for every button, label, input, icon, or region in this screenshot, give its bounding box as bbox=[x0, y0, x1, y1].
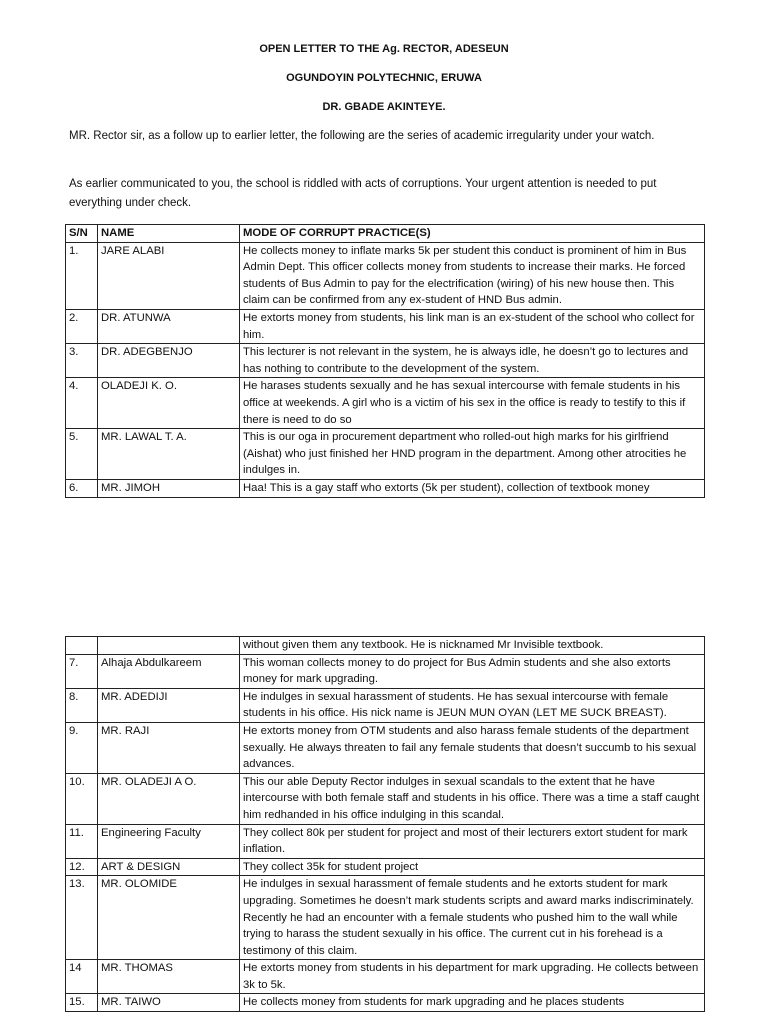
row-sn: 4. bbox=[66, 378, 98, 429]
table-row bbox=[66, 344, 705, 378]
row-sn: 2. bbox=[66, 309, 98, 343]
row-name: MR. JIMOH bbox=[98, 479, 240, 497]
row-name: MR. RAJI bbox=[98, 722, 240, 773]
row-practice: He indulges in sexual harassment of female students and he extorts student for mark upgrading. Sometimes he doesn’t mark students scripts and award marks indiscriminately. Recently he had an encounter with a female students who pushed him to the wall while trying to harass the student sexually in his office. The current cut in his forehead is a testimony of this claim. bbox=[240, 876, 705, 960]
table-row bbox=[66, 309, 705, 343]
row-sn: 5. bbox=[66, 429, 98, 480]
row-practice: This is our oga in procurement department who rolled-out high marks for his girlfriend (Aishat) who just finished her HND program in the department. Among other atrocities he indulges in. bbox=[240, 429, 705, 480]
table-row bbox=[66, 378, 705, 429]
row-practice: They collect 80k per student for project and most of their lecturers extort student for mark inflation. bbox=[240, 824, 705, 858]
table-row bbox=[66, 773, 705, 824]
row-sn: 11. bbox=[66, 824, 98, 858]
row-practice: This lecturer is not relevant in the system, he is always idle, he doesn’t go to lectures and has nothing to contribute to the development of the system. bbox=[240, 344, 705, 378]
table-row bbox=[66, 994, 705, 1012]
row-practice: He indulges in sexual harassment of students. He has sexual intercourse with female students in his office. His nick name is JEUN MUN OYAN (LET ME SUCK BREAST). bbox=[240, 688, 705, 722]
intro-paragraph-2: As earlier communicated to you, the school is riddled with acts of corruptions. Your urgent attention is needed to put everything under check. bbox=[69, 178, 657, 209]
row-name: MR. ADEDIJI bbox=[98, 688, 240, 722]
corruption-table-page-1 bbox=[65, 224, 705, 498]
row-sn: 6. bbox=[66, 479, 98, 497]
row-sn: 8. bbox=[66, 688, 98, 722]
letter-heading-2: OGUNDOYIN POLYTECHNIC, ERUWA bbox=[286, 72, 482, 84]
row-name: Engineering Faculty bbox=[98, 824, 240, 858]
intro-paragraph-1: MR. Rector sir, as a follow up to earlier letter, the following are the series of academic irregularity under your watch. bbox=[69, 130, 655, 142]
row-name: Alhaja Abdulkareem bbox=[98, 654, 240, 688]
letter-heading-1: OPEN LETTER TO THE Ag. RECTOR, ADESEUN bbox=[259, 43, 509, 55]
row-sn: 9. bbox=[66, 722, 98, 773]
row-practice: without given them any textbook. He is nicknamed Mr Invisible textbook. bbox=[240, 637, 705, 655]
table-row bbox=[66, 242, 705, 309]
row-practice: Haa! This is a gay staff who extorts (5k per student), collection of textbook money bbox=[240, 479, 705, 497]
table-row bbox=[66, 722, 705, 773]
row-sn: 10. bbox=[66, 773, 98, 824]
header-practice: MODE OF CORRUPT PRACTICE(S) bbox=[240, 225, 705, 243]
row-practice: He extorts money from students in his department for mark upgrading. He collects between 3k to 5k. bbox=[240, 960, 705, 994]
row-practice: He collects money to inflate marks 5k per student this conduct is prominent of him in Bus Admin Dept. This officer collects money from students to increase their marks. He forced students of Bus Admin to pay for the electrification (wiring) of his new house then. This claim can be confirmed from any ex-student of HND Bus admin. bbox=[240, 242, 705, 309]
table-row bbox=[66, 479, 705, 497]
row-name: MR. OLADEJI A O. bbox=[98, 773, 240, 824]
row-practice: This our able Deputy Rector indulges in sexual scandals to the extent that he have intercourse with both female staff and students in his office. There was a time a staff caught him redhanded in his office indulging in this scandal. bbox=[240, 773, 705, 824]
row-name: ART & DESIGN bbox=[98, 858, 240, 876]
header-sn: S/N bbox=[66, 225, 98, 243]
table-row bbox=[66, 824, 705, 858]
row-practice: He harases students sexually and he has sexual intercourse with female students in his office at weekends. A girl who is a victim of his sex in the office is ready to testify to this if there is need to do so bbox=[240, 378, 705, 429]
row-name: MR. LAWAL T. A. bbox=[98, 429, 240, 480]
corruption-table-page-2 bbox=[65, 636, 705, 1012]
row-practice: They collect 35k for student project bbox=[240, 858, 705, 876]
row-practice: This woman collects money to do project for Bus Admin students and she also extorts money for mark upgrading. bbox=[240, 654, 705, 688]
row-practice: He extorts money from OTM students and also harass female students of the department sexually. He always threaten to fail any female students that doesn’t succumb to his sexual advances. bbox=[240, 722, 705, 773]
row-name: DR. ATUNWA bbox=[98, 309, 240, 343]
row-name: MR. OLOMIDE bbox=[98, 876, 240, 960]
row-sn: 1. bbox=[66, 242, 98, 309]
table-header-row bbox=[66, 225, 705, 243]
row-name: JARE ALABI bbox=[98, 242, 240, 309]
row-practice: He extorts money from students, his link man is an ex-student of the school who collect for him. bbox=[240, 309, 705, 343]
table-row bbox=[66, 429, 705, 480]
table-row bbox=[66, 858, 705, 876]
row-sn: 3. bbox=[66, 344, 98, 378]
row-name bbox=[98, 637, 240, 655]
row-practice: He collects money from students for mark upgrading and he places students bbox=[240, 994, 705, 1012]
table-row bbox=[66, 688, 705, 722]
header-name: NAME bbox=[98, 225, 240, 243]
table-row bbox=[66, 654, 705, 688]
row-sn: 12. bbox=[66, 858, 98, 876]
table-row bbox=[66, 876, 705, 960]
row-sn: 15. bbox=[66, 994, 98, 1012]
table-row bbox=[66, 960, 705, 994]
row-sn bbox=[66, 637, 98, 655]
row-sn: 13. bbox=[66, 876, 98, 960]
row-name: MR. TAIWO bbox=[98, 994, 240, 1012]
row-sn: 7. bbox=[66, 654, 98, 688]
row-name: MR. THOMAS bbox=[98, 960, 240, 994]
table-row bbox=[66, 637, 705, 655]
letter-heading-3: DR. GBADE AKINTEYE. bbox=[322, 101, 446, 113]
row-name: DR. ADEGBENJO bbox=[98, 344, 240, 378]
row-name: OLADEJI K. O. bbox=[98, 378, 240, 429]
row-sn: 14 bbox=[66, 960, 98, 994]
